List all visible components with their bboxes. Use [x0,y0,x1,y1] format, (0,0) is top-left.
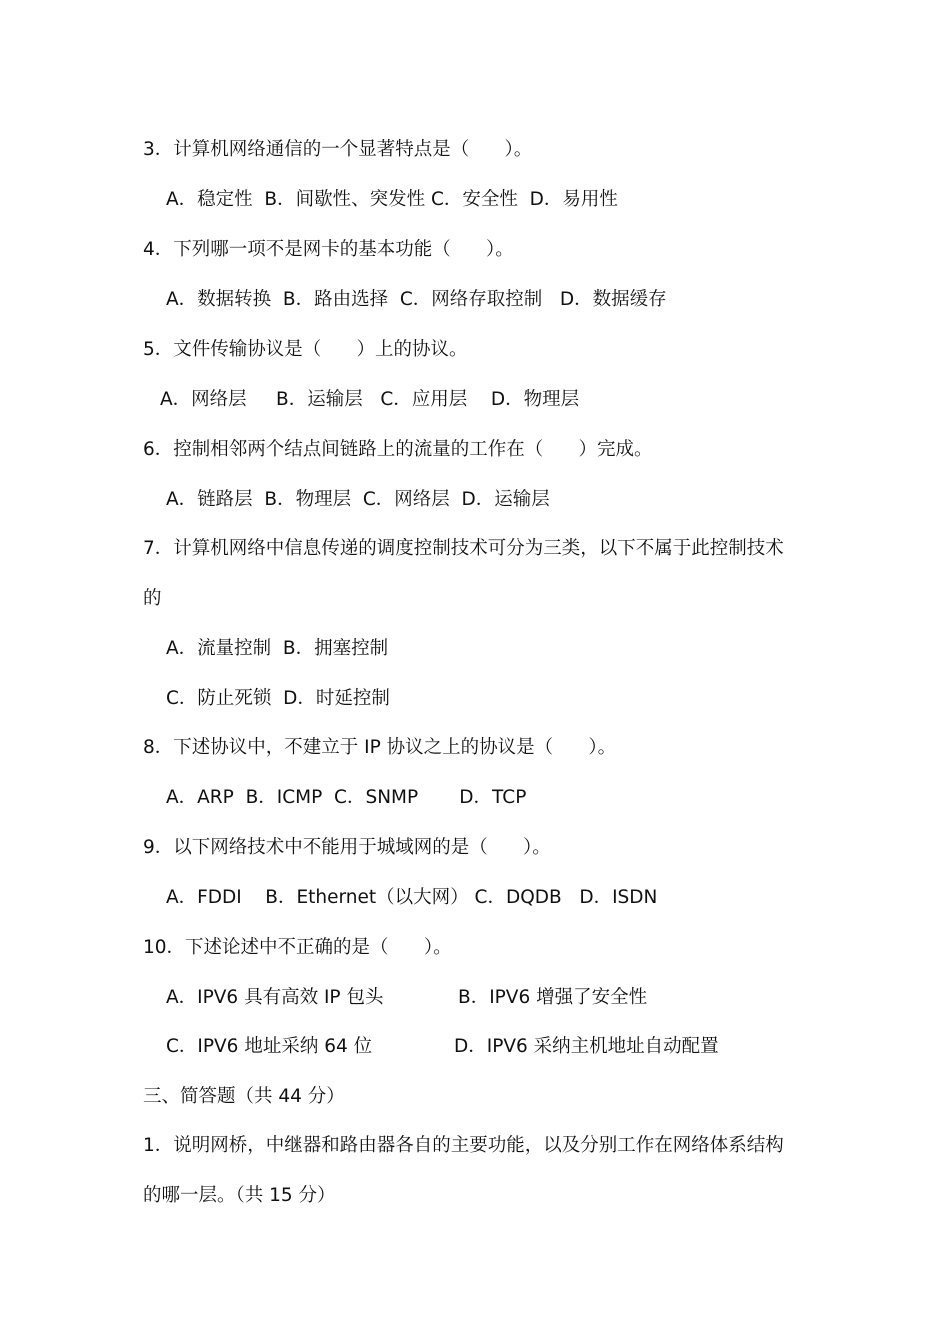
question-10-option-a: A．IPV6 具有高效 IP 包头 [166,987,384,1008]
question-10-option-b: B．IPV6 增强了安全性 [458,987,648,1008]
question-8-options: A．ARP B．ICMP C．SNMP D．TCP [166,787,527,808]
question-4-stem: 4．下列哪一项不是网卡的基本功能（ ）。 [143,239,514,260]
section-title: 三、简答题（共 44 分） [143,1086,345,1107]
question-10-stem: 10．下述论述中不正确的是（ ）。 [143,937,452,958]
question-3-options: A．稳定性 B．间歇性、突发性 C．安全性 D．易用性 [166,189,618,210]
question-7-stem-line1: 7．计算机网络中信息传递的调度控制技术可分为三类，以下不属于此控制技术 [143,538,784,559]
question-6-options: A．链路层 B．物理层 C．网络层 D．运输层 [166,489,550,510]
question-10-option-c: C．IPV6 地址采纳 64 位 [166,1036,373,1057]
short-answer-1-line1: 1．说明网桥，中继器和路由器各自的主要功能，以及分别工作在网络体系结构 [143,1135,784,1156]
question-7-options-line2: C．防止死锁 D．时延控制 [166,688,390,709]
question-5-stem: 5．文件传输协议是（ ）上的协议。 [143,339,468,360]
question-10-option-d: D．IPV6 采纳主机地址自动配置 [454,1036,719,1057]
question-3-stem: 3．计算机网络通信的一个显著特点是（ ）。 [143,139,533,160]
question-7-stem-line2: 的 [143,588,162,609]
short-answer-1-line2: 的哪一层。（共 15 分） [143,1185,336,1206]
question-5-options: A．网络层 B．运输层 C．应用层 D．物理层 [160,389,580,410]
question-8-stem: 8．下述协议中，不建立于 IP 协议之上的协议是（ ）。 [143,737,617,758]
question-9-options: A．FDDI B．Ethernet（以大网） C．DQDB D．ISDN [166,887,658,908]
question-4-options: A．数据转换 B．路由选择 C．网络存取控制 D．数据缓存 [166,289,667,310]
question-6-stem: 6．控制相邻两个结点间链路上的流量的工作在（ ）完成。 [143,439,653,460]
question-7-options-line1: A．流量控制 B．拥塞控制 [166,638,389,659]
question-9-stem: 9．以下网络技术中不能用于城域网的是（ ）。 [143,837,551,858]
